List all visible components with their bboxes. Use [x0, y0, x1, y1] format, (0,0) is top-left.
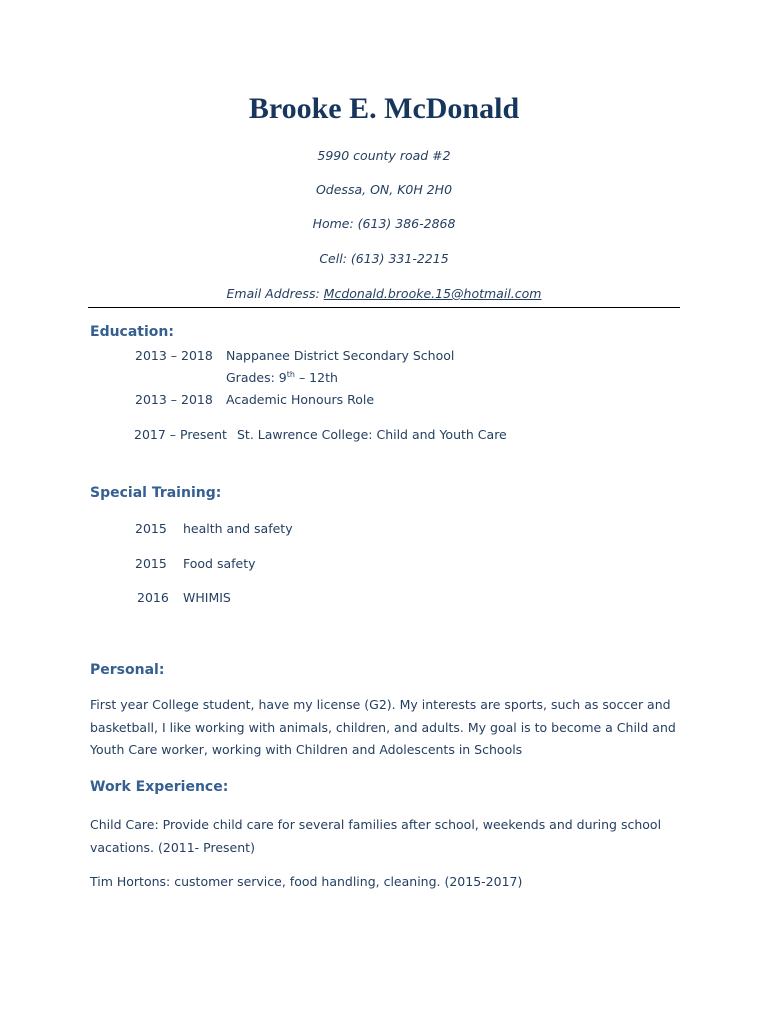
education-honours: Academic Honours Role	[226, 392, 375, 407]
personal-text: First year College student, have my license (G2). My interests are sports, such as soccer and basketball, I like working with animals, children, and adults. My goal is to become a Child and Youth Care worker, working with Children and Adolescents in Schools	[90, 697, 676, 757]
email-link[interactable]: Mcdonald.brooke.15@hotmail.com	[323, 286, 542, 301]
training-item: health and safety	[183, 521, 293, 536]
work-item	[90, 814, 680, 859]
header-divider	[88, 307, 680, 308]
email-label: Email Address:	[226, 286, 324, 301]
education-school: Nappanee District Secondary School	[226, 348, 455, 363]
education-heading: Education:	[90, 324, 174, 340]
special-training-heading: Special Training:	[90, 485, 222, 501]
education-years: 2013 – 2018	[135, 348, 213, 363]
work-item-text: : customer service, food handling, cleaning. (2015-2017)	[166, 874, 523, 889]
training-year: 2015	[135, 556, 167, 571]
education-years: 2017 – Present	[134, 427, 227, 442]
work-item-title: Child Care	[90, 817, 155, 832]
grades-suffix: – 12th	[294, 370, 338, 385]
grades-prefix: Grades: 9	[226, 370, 287, 385]
education-grades	[226, 370, 338, 385]
training-year: 2016	[137, 590, 169, 605]
work-item-title: Tim Hortons	[90, 874, 167, 889]
email-line	[0, 286, 768, 301]
home-phone: Home: (613) 386-2868	[312, 216, 456, 231]
address-line-2: Odessa, ON, K0H 2H0	[315, 182, 453, 197]
grades-sup: th	[286, 370, 295, 379]
resume-name: Brooke E. McDonald	[248, 92, 520, 125]
education-college: St. Lawrence College: Child and Youth Care	[237, 427, 507, 442]
training-item: WHIMIS	[183, 590, 231, 605]
work-experience-heading: Work Experience:	[90, 779, 229, 795]
education-years: 2013 – 2018	[135, 392, 213, 407]
training-item: Food safety	[183, 556, 256, 571]
address-line-1: 5990 county road #2	[317, 148, 451, 163]
training-year: 2015	[135, 521, 167, 536]
personal-heading: Personal:	[90, 662, 165, 678]
work-item-text: : Provide child care for several families after school, weekends and during school vacations. (2011- Present)	[90, 817, 662, 855]
cell-phone: Cell: (613) 331-2215	[319, 251, 449, 266]
work-item	[90, 871, 680, 894]
